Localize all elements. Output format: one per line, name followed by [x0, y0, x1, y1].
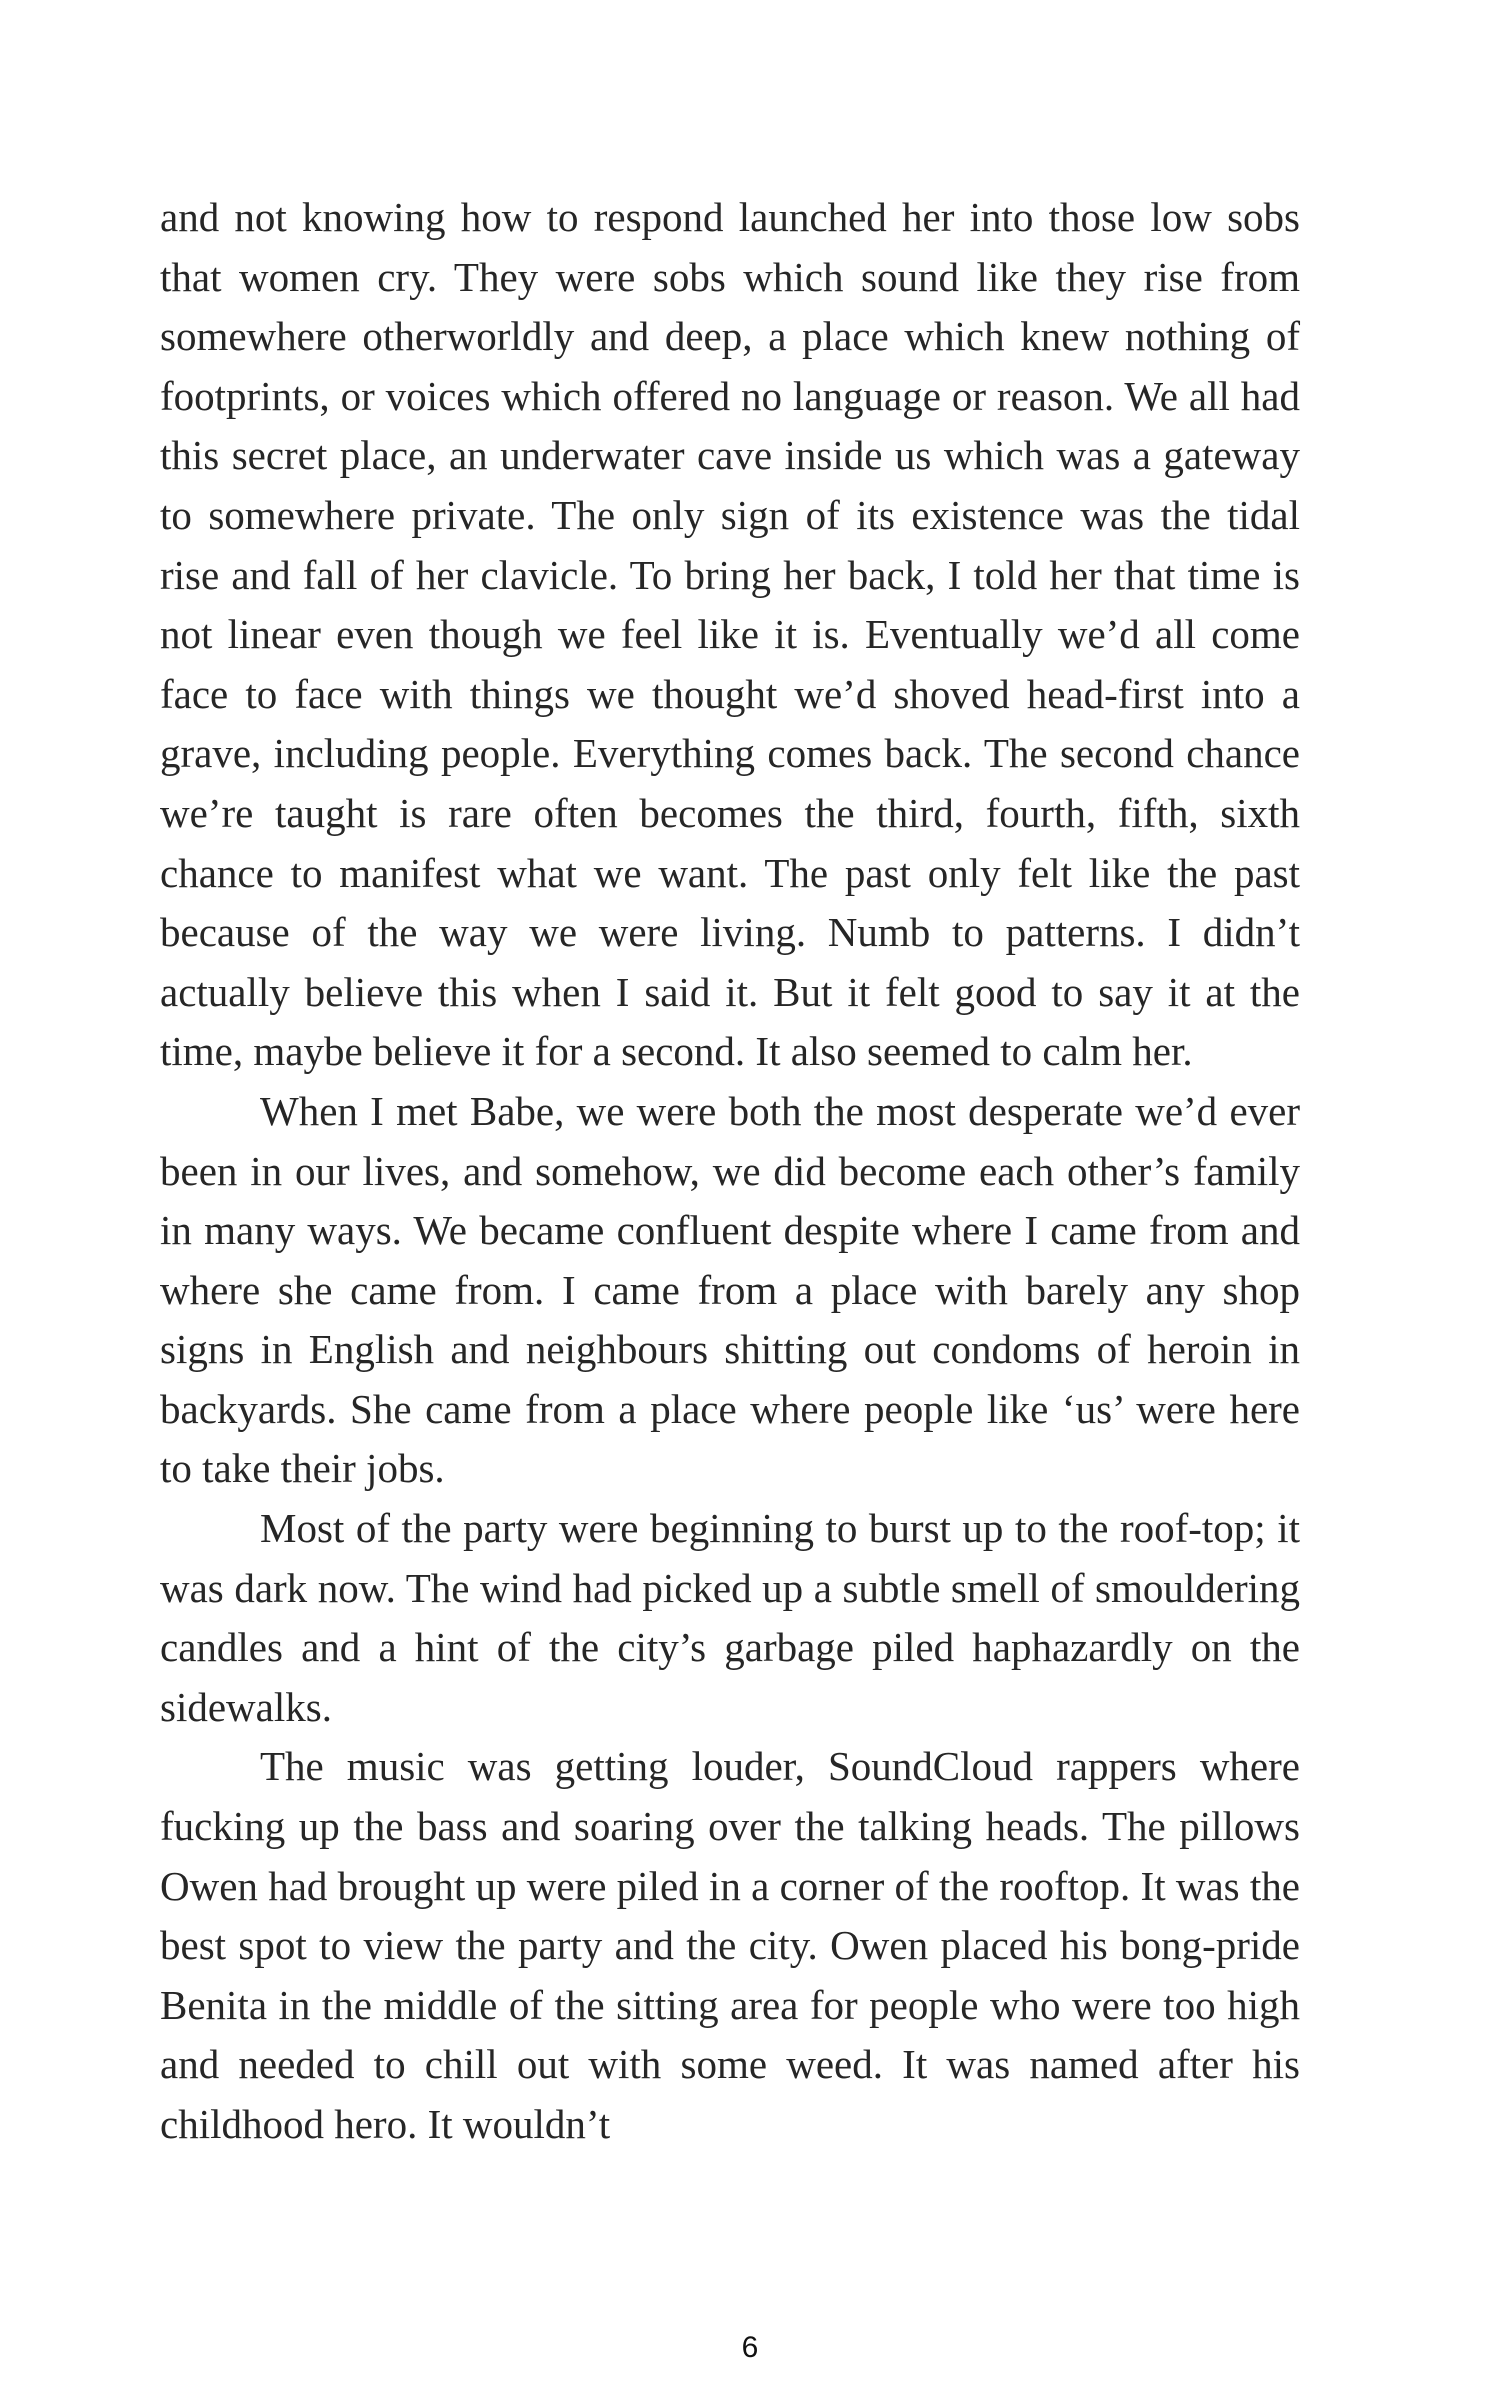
paragraph-continued: and not knowing how to respond launched her into those low sobs that women cry. They were sobs which sound like they rise from somewhere otherworldly and deep, a place which knew nothing of footprints, or voices which offered no language or reason. We all had this secret place, an underwater cave inside us which was a gateway to somewhere private. The only sign of its existence was the tidal rise and fall of her clavicle. To bring her back, I told her that time is not linear even though we feel like it is. Eventually we’d all come face to face with things we thought we’d shoved head-first into a grave, including people. Everything comes back. The second chance we’re taught is rare often becomes the third, fourth, fifth, sixth chance to manifest what we want. The past only felt like the past because of the way we were living. Numb to patterns. I didn’t actually believe this when I said it. But it felt good to say it at the time, maybe believe it for a second. It also seemed to calm her. — [160, 194, 1300, 1075]
paragraph-meeting-babe: When I met Babe, we were both the most desperate we’d ever been in our lives, and somehow, we did become each other’s family in many ways. We became confluent despite where I came from and where she came from. I came from a place with barely any shop signs in English and neighbours shitting out condoms of heroin in backyards. She came from a place where people like ‘us’ were here to take their jobs. — [160, 1087, 1300, 1492]
paragraph-music: The music was getting louder, SoundCloud rappers where fucking up the bass and soaring over the talking heads. The pillows Owen had brought up were piled in a corner of the rooftop. It was the best spot to view the party and the city. Owen placed his bong-pride Benita in the middle of the sitting area for people who were too high and needed to chill out with some weed. It was named after his childhood hero. It wouldn’t — [160, 1743, 1300, 2147]
paragraph-rooftop: Most of the party were beginning to burst up to the roof-top; it was dark now. The wind had picked up a subtle smell of smouldering candles and a hint of the city’s garbage piled haphazardly on the sidewalks. — [160, 1505, 1300, 1730]
page-number: 6 — [741, 2331, 759, 2364]
body-text — [160, 188, 1300, 2155]
